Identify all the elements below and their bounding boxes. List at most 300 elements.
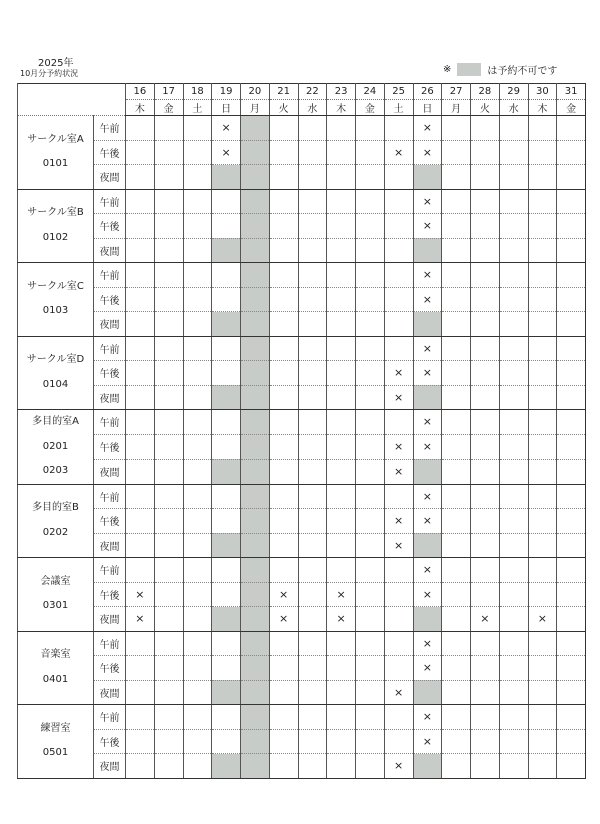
- day-cell: [183, 459, 212, 484]
- day-cell: [154, 214, 183, 239]
- booked-cell: ×: [384, 509, 413, 534]
- weekday-header: 月: [241, 100, 270, 116]
- time-slot-label: 夜間: [94, 607, 126, 632]
- day-cell: [471, 754, 500, 779]
- date-header: 24: [356, 84, 385, 100]
- day-cell: [528, 410, 557, 435]
- day-cell: [183, 509, 212, 534]
- time-slot-label: 夜間: [94, 680, 126, 705]
- day-cell: [356, 705, 385, 730]
- day-cell: [471, 484, 500, 509]
- room-cell: [18, 558, 94, 632]
- day-cell: [557, 680, 586, 705]
- day-cell: [384, 631, 413, 656]
- day-cell: [241, 165, 270, 190]
- day-cell: [384, 287, 413, 312]
- day-cell: [327, 729, 356, 754]
- day-cell: [471, 263, 500, 288]
- day-cell: [499, 361, 528, 386]
- day-cell: [126, 631, 155, 656]
- day-cell: [528, 533, 557, 558]
- day-cell: [241, 680, 270, 705]
- room-code: 0101: [42, 158, 69, 170]
- day-cell: [384, 336, 413, 361]
- booked-cell: ×: [384, 533, 413, 558]
- day-cell: [154, 263, 183, 288]
- day-cell: [241, 312, 270, 337]
- schedule-row: [18, 509, 586, 534]
- booked-cell: ×: [413, 705, 442, 730]
- day-cell: [499, 705, 528, 730]
- day-cell: [499, 558, 528, 583]
- booked-cell: ×: [413, 434, 442, 459]
- day-cell: [183, 533, 212, 558]
- legend: [443, 62, 557, 77]
- day-cell: [471, 287, 500, 312]
- day-cell: [269, 385, 298, 410]
- day-cell: [241, 705, 270, 730]
- day-cell: [413, 165, 442, 190]
- day-cell: [126, 189, 155, 214]
- time-slot-label: 午前: [94, 484, 126, 509]
- legend-gray-swatch: [457, 63, 481, 76]
- time-slot-label: 午後: [94, 729, 126, 754]
- day-cell: [298, 312, 327, 337]
- day-cell: [557, 238, 586, 263]
- day-cell: [442, 189, 471, 214]
- day-cell: [327, 533, 356, 558]
- time-slot-label: 午前: [94, 189, 126, 214]
- day-cell: [471, 705, 500, 730]
- date-header: 22: [298, 84, 327, 100]
- day-cell: [356, 656, 385, 681]
- day-cell: [183, 680, 212, 705]
- weekday-header: 火: [471, 100, 500, 116]
- day-cell: [183, 385, 212, 410]
- day-cell: [241, 656, 270, 681]
- day-cell: [298, 729, 327, 754]
- day-cell: [126, 656, 155, 681]
- day-cell: [413, 533, 442, 558]
- day-cell: [212, 263, 241, 288]
- day-cell: [557, 165, 586, 190]
- day-cell: [154, 509, 183, 534]
- schedule-row: [18, 385, 586, 410]
- day-cell: [269, 238, 298, 263]
- day-cell: [442, 754, 471, 779]
- time-slot-label: 午後: [94, 287, 126, 312]
- day-cell: [442, 680, 471, 705]
- date-header: 25: [384, 84, 413, 100]
- booked-cell: ×: [384, 680, 413, 705]
- day-cell: [269, 680, 298, 705]
- day-cell: [269, 509, 298, 534]
- day-cell: [212, 582, 241, 607]
- day-cell: [241, 410, 270, 435]
- day-cell: [442, 582, 471, 607]
- day-cell: [471, 656, 500, 681]
- day-cell: [269, 754, 298, 779]
- day-cell: [183, 361, 212, 386]
- day-cell: [499, 214, 528, 239]
- time-slot-label: 午後: [94, 582, 126, 607]
- day-cell: [499, 140, 528, 165]
- day-cell: [356, 754, 385, 779]
- day-cell: [154, 410, 183, 435]
- day-cell: [298, 484, 327, 509]
- day-cell: [183, 607, 212, 632]
- day-cell: [499, 459, 528, 484]
- day-cell: [183, 238, 212, 263]
- schedule-row: [18, 263, 586, 288]
- schedule-row: [18, 434, 586, 459]
- day-cell: [154, 484, 183, 509]
- day-cell: [154, 729, 183, 754]
- day-cell: [384, 484, 413, 509]
- day-cell: [384, 582, 413, 607]
- day-cell: [212, 656, 241, 681]
- booked-cell: ×: [413, 361, 442, 386]
- day-cell: [442, 434, 471, 459]
- booked-cell: ×: [384, 434, 413, 459]
- room-name: サークル室C: [27, 280, 84, 292]
- day-cell: [384, 607, 413, 632]
- day-cell: [528, 385, 557, 410]
- day-cell: [298, 165, 327, 190]
- legend-text: は予約不可です: [487, 66, 558, 77]
- day-cell: [327, 140, 356, 165]
- day-cell: [126, 263, 155, 288]
- day-cell: [269, 189, 298, 214]
- weekday-header: 金: [154, 100, 183, 116]
- day-cell: [126, 754, 155, 779]
- day-cell: [269, 361, 298, 386]
- day-cell: [413, 680, 442, 705]
- time-slot-label: 夜間: [94, 312, 126, 337]
- day-cell: [384, 705, 413, 730]
- day-cell: [269, 656, 298, 681]
- day-cell: [126, 116, 155, 141]
- schedule-row: [18, 214, 586, 239]
- day-cell: [356, 729, 385, 754]
- time-slot-label: 午後: [94, 361, 126, 386]
- day-cell: [471, 631, 500, 656]
- schedule-row: [18, 116, 586, 141]
- day-cell: [528, 754, 557, 779]
- time-slot-label: 午後: [94, 214, 126, 239]
- room-code: 0201: [42, 440, 69, 452]
- day-cell: [241, 385, 270, 410]
- day-cell: [212, 533, 241, 558]
- day-cell: [241, 754, 270, 779]
- booked-cell: ×: [384, 140, 413, 165]
- day-cell: [183, 656, 212, 681]
- time-slot-label: 午前: [94, 336, 126, 361]
- day-cell: [154, 582, 183, 607]
- day-cell: [241, 287, 270, 312]
- day-cell: [126, 336, 155, 361]
- day-cell: [269, 459, 298, 484]
- booked-cell: ×: [126, 582, 155, 607]
- booked-cell: ×: [384, 361, 413, 386]
- day-cell: [471, 140, 500, 165]
- day-cell: [356, 385, 385, 410]
- time-slot-label: 午後: [94, 434, 126, 459]
- day-cell: [269, 410, 298, 435]
- day-cell: [499, 116, 528, 141]
- day-cell: [126, 558, 155, 583]
- day-cell: [269, 558, 298, 583]
- day-cell: [212, 705, 241, 730]
- booked-cell: ×: [413, 214, 442, 239]
- day-cell: [212, 410, 241, 435]
- day-cell: [126, 509, 155, 534]
- day-cell: [471, 214, 500, 239]
- day-cell: [442, 238, 471, 263]
- schedule-row: [18, 484, 586, 509]
- weekday-header: 火: [269, 100, 298, 116]
- date-header-row: [18, 84, 586, 100]
- day-cell: [154, 287, 183, 312]
- day-cell: [212, 558, 241, 583]
- day-cell: [212, 509, 241, 534]
- day-cell: [241, 116, 270, 141]
- room-cell: [18, 189, 94, 263]
- weekday-header: 木: [126, 100, 155, 116]
- date-header: 23: [327, 84, 356, 100]
- day-cell: [327, 656, 356, 681]
- day-cell: [183, 582, 212, 607]
- day-cell: [126, 484, 155, 509]
- booked-cell: ×: [212, 140, 241, 165]
- day-cell: [442, 214, 471, 239]
- day-cell: [413, 607, 442, 632]
- day-cell: [442, 607, 471, 632]
- room-name: サークル室A: [27, 133, 84, 145]
- day-cell: [241, 582, 270, 607]
- day-cell: [442, 729, 471, 754]
- day-cell: [557, 410, 586, 435]
- day-cell: [499, 336, 528, 361]
- day-cell: [183, 484, 212, 509]
- date-header: 16: [126, 84, 155, 100]
- day-cell: [269, 336, 298, 361]
- day-cell: [471, 385, 500, 410]
- day-cell: [499, 680, 528, 705]
- day-cell: [126, 533, 155, 558]
- day-cell: [212, 607, 241, 632]
- day-cell: [384, 116, 413, 141]
- day-cell: [557, 214, 586, 239]
- time-slot-label: 午前: [94, 558, 126, 583]
- booked-cell: ×: [413, 336, 442, 361]
- day-cell: [557, 558, 586, 583]
- day-cell: [442, 116, 471, 141]
- date-header: 27: [442, 84, 471, 100]
- weekday-header: 月: [442, 100, 471, 116]
- day-cell: [442, 410, 471, 435]
- day-cell: [241, 238, 270, 263]
- day-cell: [154, 680, 183, 705]
- day-cell: [269, 263, 298, 288]
- day-cell: [298, 656, 327, 681]
- day-cell: [212, 631, 241, 656]
- day-cell: [154, 631, 183, 656]
- date-header: 18: [183, 84, 212, 100]
- day-cell: [471, 410, 500, 435]
- day-cell: [126, 705, 155, 730]
- day-cell: [384, 729, 413, 754]
- weekday-header: 金: [356, 100, 385, 116]
- day-cell: [241, 484, 270, 509]
- day-cell: [327, 754, 356, 779]
- day-cell: [154, 336, 183, 361]
- room-code: 0301: [42, 600, 69, 612]
- booked-cell: ×: [413, 558, 442, 583]
- day-cell: [356, 165, 385, 190]
- day-cell: [183, 263, 212, 288]
- day-cell: [557, 754, 586, 779]
- day-cell: [183, 214, 212, 239]
- day-cell: [212, 312, 241, 337]
- day-cell: [298, 533, 327, 558]
- day-cell: [154, 656, 183, 681]
- room-name: サークル室B: [27, 207, 84, 219]
- day-cell: [442, 263, 471, 288]
- day-cell: [499, 582, 528, 607]
- time-slot-label: 午前: [94, 116, 126, 141]
- booked-cell: ×: [413, 410, 442, 435]
- day-cell: [442, 385, 471, 410]
- day-cell: [471, 434, 500, 459]
- day-cell: [212, 189, 241, 214]
- weekday-header: 土: [384, 100, 413, 116]
- time-slot-label: 午後: [94, 656, 126, 681]
- schedule-row: [18, 754, 586, 779]
- day-cell: [269, 140, 298, 165]
- time-slot-label: 夜間: [94, 533, 126, 558]
- day-cell: [183, 754, 212, 779]
- day-cell: [183, 558, 212, 583]
- day-cell: [528, 263, 557, 288]
- day-cell: [557, 336, 586, 361]
- day-cell: [557, 459, 586, 484]
- day-cell: [298, 754, 327, 779]
- room-cell: [18, 116, 94, 190]
- day-cell: [241, 140, 270, 165]
- day-cell: [442, 631, 471, 656]
- day-cell: [327, 336, 356, 361]
- day-cell: [154, 238, 183, 263]
- day-cell: [356, 263, 385, 288]
- day-cell: [327, 385, 356, 410]
- day-cell: [126, 434, 155, 459]
- day-cell: [241, 361, 270, 386]
- day-cell: [528, 459, 557, 484]
- day-cell: [269, 631, 298, 656]
- header-corner: [18, 84, 126, 116]
- day-cell: [212, 729, 241, 754]
- booked-cell: ×: [413, 189, 442, 214]
- day-cell: [327, 434, 356, 459]
- day-cell: [356, 434, 385, 459]
- day-cell: [384, 238, 413, 263]
- day-cell: [327, 631, 356, 656]
- day-cell: [126, 410, 155, 435]
- date-header: 29: [499, 84, 528, 100]
- day-cell: [356, 312, 385, 337]
- day-cell: [528, 238, 557, 263]
- schedule-row: [18, 582, 586, 607]
- room-name: 多目的室A: [32, 416, 79, 427]
- weekday-header: 金: [557, 100, 586, 116]
- day-cell: [528, 214, 557, 239]
- day-cell: [212, 680, 241, 705]
- day-cell: [499, 631, 528, 656]
- day-cell: [126, 287, 155, 312]
- day-cell: [442, 509, 471, 534]
- room-cell: [18, 336, 94, 410]
- day-cell: [126, 729, 155, 754]
- day-cell: [528, 165, 557, 190]
- room-code: 0102: [42, 231, 69, 243]
- day-cell: [557, 729, 586, 754]
- booked-cell: ×: [126, 607, 155, 632]
- date-header: 26: [413, 84, 442, 100]
- weekday-header: 水: [298, 100, 327, 116]
- day-cell: [471, 459, 500, 484]
- time-slot-label: 午後: [94, 509, 126, 534]
- day-cell: [154, 558, 183, 583]
- day-cell: [241, 558, 270, 583]
- schedule-row: [18, 656, 586, 681]
- day-cell: [442, 558, 471, 583]
- schedule-row: [18, 165, 586, 190]
- day-cell: [557, 434, 586, 459]
- day-cell: [298, 680, 327, 705]
- day-cell: [298, 705, 327, 730]
- day-cell: [298, 361, 327, 386]
- day-cell: [298, 116, 327, 141]
- day-cell: [557, 705, 586, 730]
- day-cell: [298, 287, 327, 312]
- day-cell: [212, 214, 241, 239]
- day-cell: [442, 459, 471, 484]
- day-cell: [356, 631, 385, 656]
- day-cell: [442, 165, 471, 190]
- schedule-row: [18, 680, 586, 705]
- day-cell: [126, 140, 155, 165]
- day-cell: [269, 312, 298, 337]
- room-code: 0202: [42, 526, 69, 538]
- day-cell: [327, 459, 356, 484]
- day-cell: [528, 631, 557, 656]
- day-cell: [327, 361, 356, 386]
- day-cell: [269, 434, 298, 459]
- day-cell: [499, 287, 528, 312]
- day-cell: [528, 336, 557, 361]
- day-cell: [298, 238, 327, 263]
- day-cell: [126, 238, 155, 263]
- day-cell: [356, 484, 385, 509]
- schedule-row: [18, 459, 586, 484]
- day-cell: [241, 459, 270, 484]
- day-cell: [356, 410, 385, 435]
- booked-cell: ×: [413, 509, 442, 534]
- day-cell: [327, 558, 356, 583]
- time-slot-label: 午前: [94, 705, 126, 730]
- day-cell: [557, 607, 586, 632]
